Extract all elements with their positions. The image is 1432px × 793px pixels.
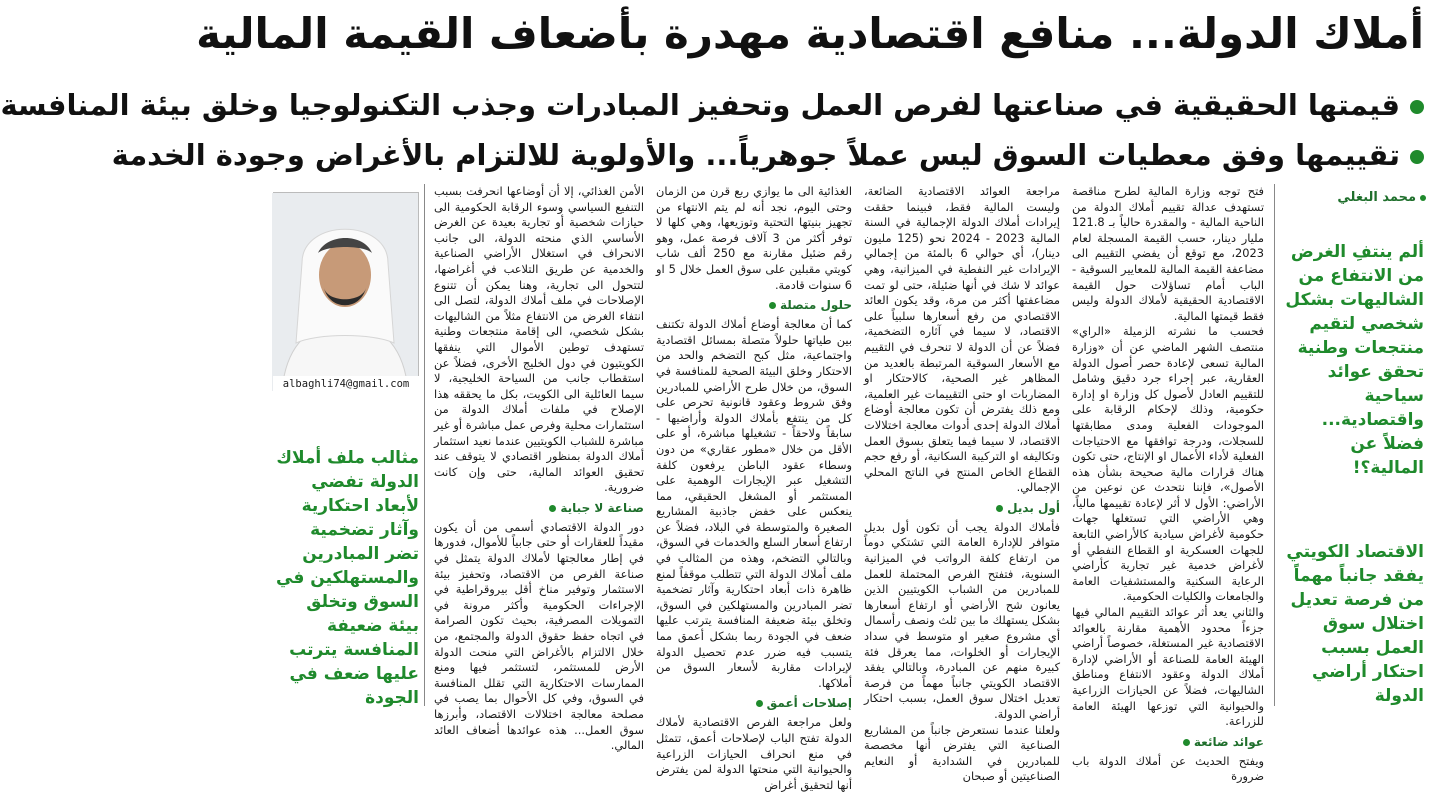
headline: أملاك الدولة... منافع اقتصادية مهدرة بأضعاف القيمة المالية — [196, 9, 1424, 58]
paragraph: دور الدولة الاقتصادي أسمى من أن يكون مقيداً للعقارات أو حتى جابياً للأموال، فدورها في إطار معالجتها لأملاك الدولة يتمثل في صناعة الفرص من الاقتصاد، وتحفيز بيئة الاستثمار وتوفير مناخ أقل بيروقراطية في الإجراءات الحكومية وأكثر مرونة في التمويلات المصرفية، بحيث تكون الصرامة في اتجاه حفظ حقوق الدولة والمجتمع، من خلال الالتزام بالأغراض التي منحت الدولة الأرض للمستثمر، لتستثمر فيها ومنع الممارسات الاحتكارية التي تقلل المنافسة في السوق، وفي كل الأحوال بما يصب في مصلحة معالجة اختلالات الاقتصاد، وأبرزها سوق العمل... هذه عوائدها أضعاف العائد المالي. — [434, 519, 644, 753]
author-name: محمد البغلي — [1337, 190, 1416, 205]
subhead-1-text: قيمتها الحقيقية في صناعتها لفرص العمل وتحفيز المبادرات وجذب التكنولوجيا وخلق بيئة المنافسة — [0, 88, 1400, 122]
article-column-1 — [1072, 184, 1264, 784]
author-byline — [1337, 190, 1426, 205]
section-heading: صناعة لا جباية — [434, 500, 644, 516]
section-heading: أول بديل — [864, 500, 1060, 516]
paragraph: الغذائية الى ما يوازي ربع قرن من الزمان وحتى اليوم، نجد أنه لم يتم الانتهاء من تجهيز بنيتها التحتية وتوزيعها، وهي كلها لا توفر أكثر من 3 آلاف فرصة عمل، وهو رقم ضئيل مقارنة مع 250 ألف شاب كويتي مقبلين على سوق العمل خلال 5 او 6 سنوات قادمة. — [656, 184, 852, 292]
article-column-4 — [434, 184, 644, 753]
author-portrait-image — [272, 193, 418, 391]
subhead-1 — [0, 84, 1424, 126]
paragraph: والثاني يعد أثر عوائد التقييم المالي فيها جزءاً محدود الأهمية مقارنة بالعوائد الاقتصادية غير المستغلة، خصوصاً أراضي الهيئة العامة للصناعة أو الأراضي لإدارة أملاك الدولة وعقود الانتفاع ومناطق الشاليهات، فضلاً عن الحيازات الزراعية والحيوانية التي توزعها الهيئة العامة للزراعة. — [1072, 605, 1264, 729]
paragraph: ويفتح الحديث عن أملاك الدولة باب ضرورة — [1072, 753, 1264, 784]
section-heading: إصلاحات أعمق — [656, 695, 852, 711]
paragraph: فأملاك الدولة يجب أن تكون أول بديل متوافر للإدارة العامة التي تشتكي دوماً من ارتفاع كلفة الرواتب في الميزانية السنوية، فتفتح الفرص المحتملة للعمل للمبادرين من الشباب الكويتيين الذين يعانون شح الأراضي أو ارتفاع أسعارها بشكل يستهلك ما بين ثلث ونصف رأسمال أي مشروع صغير او متوسط في سداد الإيجارات أو الخلوات، مما يعرقل فئة كبيرة منهم عن المبادرة، وبالتالي يفقد الاقتصاد الكويتي جانباً مهماً من فرصة تعديل اختلال سوق العمل، بسبب احتكار أراضي الدولة. — [864, 519, 1060, 721]
paragraph: فحسب ما نشرته الزميلة «الراي» منتصف الشهر الماضي عن أن «وزارة المالية تسعى لإعادة حصر أصول الدولة العقارية، عبر إجراء جرد دقيق وشامل للتقييم العادل لأصول كل وزارة او إدارة حكومية، وذلك لإحكام الرقابة على الموجودات الفعلية ومدى مطابقتها للسجلات، ودرجة توافقها مع الاحتياجات الفعلية لأداء الأعمال او الإنتاج، حتى تكون هناك قرارات مالية صحيحة بشأن هذه الأصول»، فإننا نتحدث عن نوعين من الأراضي: الأول لا أثر لإعادة تقييمها مالياً، وهي الأراضي التي تستغلها جهات حكومية لأغراض سيادية كالأراضي التابعة للجهات العسكرية او القطاع النفطي أو لأغراض خدمية غير تجارية كأراضي الرعاية السكنية والمستشفيات العامة والجامعات والكليات الحكومية. — [1072, 324, 1264, 604]
pull-quote-left: مثالب ملف أملاك الدولة تفضي لأبعاد احتكارية وآثار تضخمية تضر المبادرين والمستهلكين في السوق وتخلق بيئة ضعيفة المنافسة يترتب عليها ضعف في الجودة — [276, 448, 419, 708]
article-column-2 — [864, 184, 1060, 784]
bullet-dot-icon — [1410, 150, 1424, 164]
section-heading: حلول متصلة — [656, 297, 852, 313]
paragraph: ولعلنا عندما نستعرض جانباً من المشاريع الصناعية التي يفترض أنها مخصصة للمبادرين في الشدادية أو النعايم الصناعيتين أو صبحان — [864, 722, 1060, 784]
paragraph: ولعل مراجعة الفرص الاقتصادية لأملاك الدولة تفتح الباب لإصلاحات أعمق، تتمثل في منع انحراف الحيازات الزراعية والحيوانية التي منحتها الدولة لمن يفترض أنها لتحقيق أغراض — [656, 715, 852, 792]
author-photo — [273, 192, 419, 390]
left-rail — [267, 184, 425, 706]
pull-quote-top: ألم ينتفِ الغرض من الانتفاع من الشاليهات بشكل شخصي لتقيم منتجعات وطنية تحقق عوائد سياحية واقتصادية... فضلاً عن المالية؟! — [1285, 242, 1424, 478]
author-email: albaghli74@gmail.com — [273, 376, 419, 392]
paragraph: مراجعة العوائد الاقتصادية الضائعة، وليست المالية فقط، فبينما حققت إيرادات أملاك الدولة الإجمالية في السنة المالية 2023 - 2024 نحو (125 مليون دينار)، أي حوالي 6 بالمئة من إجمالي الإيرادات غير النفطية في الميزانية، وهي عوائد لا شك في أنها ضئيلة، حتى لو تمت مضاعفتها أكثر من مرة، وقد يكون العائد الاقتصادي من رفع أسعارها سلبياً على الاقتصاد، لا سيما في آثاره التضخمية، فضلاً عن أن الدولة لا تنحرف في التقييم مع الأسعار السوقية المرتبطة بالعديد من المظاهر غير الصحية، كالاحتكار او المضاربات او حتى التقييمات غير العلمية، ومع ذلك يفترض أن تكون معالجة أوضاع أملاك الدولة إحدى أدوات معالجة اختلالات الاقتصاد، لا سيما فيما يتعلق بسوق العمل وتكاليفه او التركيبة السكانية، أو رفع حجم القطاع الخاص المنتج في الناتج المحلي الإجمالي. — [864, 184, 1060, 495]
paragraph: الأمن الغذائي، إلا أن أوضاعها انحرفت بسبب التنفيع السياسي وسوء الرقابة الحكومية الى حيازات شخصية أو تجارية بعيدة عن الغرض الأساسي الذي منحته الدولة، الى جانب الانحراف في استغلال الأراضي الصناعية والخدمية عن طريق التلاعب في أغراضها، لتتحول الى تجارية، وهنا يمكن أن تتنوع الإصلاحات في ملف أملاك الدولة، لتصل الى انتفاء الغرض من الانتفاع مثلاً من الشاليهات بشكل شخصي، الى إقامة منتجعات وطنية تستهدف توطين الأموال التي ينفقها الكويتيون في دول الخليج الأخرى، فضلاً عن استقطاب جانب من السياحة الخليجية، لا سيما العائلية الى الكويت، بكل ما يحققه هذا الإصلاح في ملفات أملاك الدولة من استثمارات محلية وفرص عمل مباشرة أو غير مباشرة للشباب الكويتيين عندما نعيد استثمار أملاك الدولة بمنظور اقتصادي لا يتوقف عند تحقيق العوائد المالية، حتى وإن كانت ضرورية. — [434, 184, 644, 495]
section-heading: عوائد ضائعة — [1072, 734, 1264, 750]
paragraph: فتح توجه وزارة المالية لطرح مناقصة تستهدف عدالة تقييم أملاك الدولة من الناحية المالية - والمقدرة حالياً بـ 121.8 مليار دينار، حسب القيمة المسجلة لعام 2023، مع توقع أن يفضي التقييم الى مضاعفة القيمة المالية للمعايير السوقية - الباب أمام تساؤلات حول القيمة الاقتصادية الحقيقية لأملاك الدولة وليس فقط قيمتها المالية. — [1072, 184, 1264, 323]
subhead-2 — [111, 134, 1424, 176]
right-rail — [1274, 184, 1432, 706]
pull-quote-bottom: الاقتصاد الكويتي يفقد جانباً مهماً من فرصة تعديل اختلال سوق العمل بسبب احتكار أراضي الدولة — [1286, 542, 1424, 706]
bullet-dot-icon — [1420, 195, 1426, 201]
subhead-2-text: تقييمها وفق معطيات السوق ليس عملاً جوهرياً... والأولوية للالتزام بالأغراض وجودة الخدمة — [111, 138, 1400, 172]
article-column-3 — [656, 184, 852, 792]
paragraph: كما أن معالجة أوضاع أملاك الدولة تكتنف بين طياتها حلولاً متصلة بمسائل اقتصادية واجتماعية، مثل كبح التضخم والحد من الاحتكار وخلق البيئة الصحية للمنافسة في السوق، من خلال طرح الأراضي للمبادرين وفق شروط وعقود قانونية تحرص على كل من ينتفع بأملاك الدولة وأراضيها - سابقاً ولاحقاً - تشغيلها مباشرة، أو على الأقل من خلال «مطور عقاري» من دون وسطاء عقود الباطن يرفعون كلفة التشغيل عبر الإيجارات الوهمية على المستثمر أو المشغل الحقيقي، مما ينعكس على خفض جاذبية المشاريع الصغيرة والمتوسطة في البلاد، فضلاً عن ارتفاع أسعار السلع والخدمات في السوق، وبالتالي التضخم، وهذه من المثالب في ملف أملاك الدولة التي تتطلب موقفاً لمنع ظاهرة ذات أبعاد احتكارية وآثار تضخمية تضر المبادرين والمستهلكين في السوق، وتخلق بيئة ضعيفة المنافسة يترتب عليها ضعف في الجودة ربما بشكل أعمق مما يتسبب فيه ضرر عدم تحصيل الدولة لإيرادات مقاربة لأسعار السوق من أملاكها. — [656, 317, 852, 690]
bullet-dot-icon — [1410, 100, 1424, 114]
